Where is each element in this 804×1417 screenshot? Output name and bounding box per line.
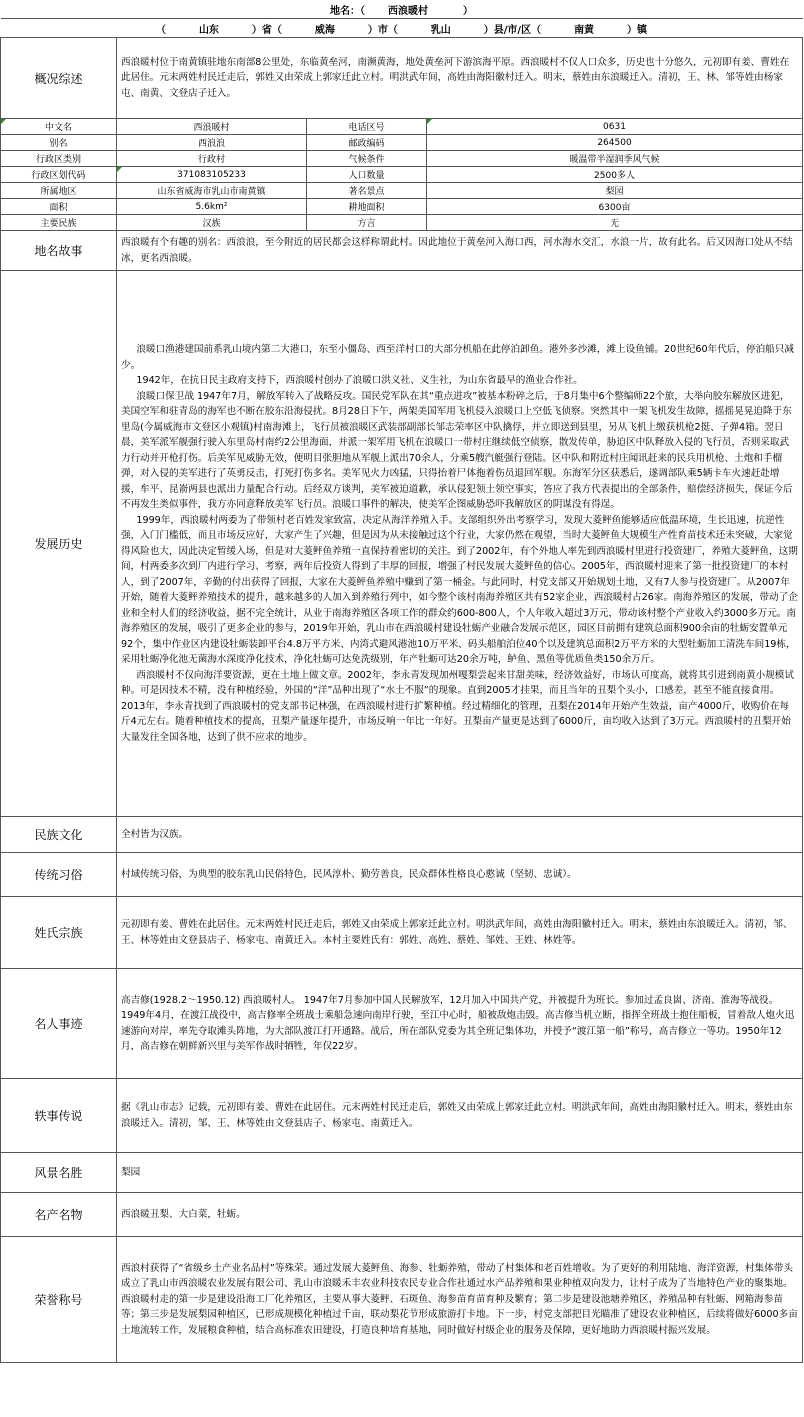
location-line: （ 山东 ）省（ 威海 ）市（ 乳山 ）县/市/区（ 南黄 ）镇: [1, 19, 803, 38]
province-value: 山东: [198, 24, 219, 36]
info-value: 5.6km²: [117, 199, 307, 215]
info-key: 面积: [1, 199, 117, 215]
info-key: 行政区划代码: [1, 167, 117, 183]
county-value: 乳山: [430, 24, 451, 36]
town-value: 南黄: [574, 24, 595, 36]
ethnic-text: 全村皆为汉族。: [117, 817, 803, 853]
info-key: 人口数量: [307, 167, 427, 183]
product-row: [1, 1193, 803, 1237]
info-row: [1, 167, 803, 183]
info-value: 0631: [427, 119, 803, 135]
info-value: 山东省威海市乳山市南黄镇: [117, 183, 307, 199]
product-text: 西浪暖丑梨、大白菜，牡蛎。: [117, 1193, 803, 1237]
history-paragraph: 浪暖口保卫战 1947年7月，解放军转入了战略反攻。国民党军队在其“重点进攻”被基本粉碎之后，于8月集中6个整编师22个旅，大举向胶东解放区进犯，美国空军和驻青岛的海军也不断在胶东沿海侵扰。8月28日下午，两架美国军用飞机侵入浪暖口上空低飞侦察。突然其中一架飞机发生故障，摇摇晃晃迫降于东里岛(今属威海市文登区小观镇)村南海滩上，飞行员被浪暖区武装部副部长邹志荣率区中队擒俘，并立即送到县里，另从飞机上缴获机枪2挺、子弹4箱。翌日晨，美军派军舰强行驶入东里岛村南约2公里海面，并派一架军用飞机在浪暖口一带村庄继续低空侦察，散发传单，胁迫区中队释放入侵的飞行员，否则采取武力行动并开枪打伤。后美军见威胁无效，便明目张胆地从军舰上派出70余人，分乘5艘汽艇强行登陆。区中队和附近村庄闻讯赶来的民兵用机枪、土炮和手榴弹，对入侵的美军进行了英勇反击，打死打伤多名。美军见火力凶猛，只得抬着尸体拖着伤员退回军舰。东海军分区获悉后，遂调部队乘5辆卡车火速赶赴增援，牟平、昆嵛两县也派出力量配合行动。后经双方谈判，美军被迫道歉，承认侵犯领土领空事实，答应了我方代表提出的全部条件，赔偿经济损失，保证今后不再发生类似事件，我方亦同意释放美军飞行员。浪暖口事件的解决，使美军企图威胁恐吓我解放区的阴谋没有得逞。: [121, 390, 793, 510]
info-key: 行政区类别: [1, 151, 117, 167]
info-value: 行政村: [117, 151, 307, 167]
info-key: 气候条件: [307, 151, 427, 167]
custom-text: 村域传统习俗，为典型的胶东乳山民俗特色，民风淳朴、勤劳善良，民众群体性格良心憨诚（坚韧、忠诚）。: [117, 853, 803, 897]
info-value: 汉族: [117, 215, 307, 231]
city-label: ）市（: [367, 24, 398, 36]
scenic-label: 风景名胜: [1, 1153, 117, 1193]
info-row: [1, 215, 803, 231]
history-paragraph: 浪暖口渔港建国前系乳山境内第二大港口，东至小僵岛、西至洋村口的大部分机船在此停泊卸鱼。港外多沙滩，滩上设鱼铺。20世纪60年代后，停泊船只减少。: [121, 344, 794, 371]
info-row: [1, 119, 803, 135]
honor-row: [1, 1237, 803, 1363]
county-label: ）县/市/区（: [483, 24, 542, 36]
info-key: 方言: [307, 215, 427, 231]
title-row: [1, 0, 803, 19]
city-value: 威海: [314, 24, 335, 36]
overview-label: 概况综述: [1, 38, 117, 119]
anecdote-row: [1, 1079, 803, 1153]
custom-row: [1, 853, 803, 897]
info-row: [1, 151, 803, 167]
history-label: 发展历史: [1, 271, 117, 817]
story-row: [1, 231, 803, 271]
story-text: 西浪暖有个有趣的别名：西浪浪，至今附近的居民都会这样称谓此村。因此地位于黄垒河入海口西，河水海水交汇，水浪一片，故有此名。后又因海口处从不结冰，更名西浪暖。: [117, 231, 803, 271]
scenic-row: [1, 1153, 803, 1193]
story-label: 地名故事: [1, 231, 117, 271]
info-value: 无: [427, 215, 803, 231]
title-prefix: 地名：（: [330, 5, 366, 17]
honor-label: 荣誉称号: [1, 1237, 117, 1363]
ethnic-label: 民族文化: [1, 817, 117, 853]
info-row: [1, 135, 803, 151]
product-label: 名产名物: [1, 1193, 117, 1237]
people-text: 高吉修(1928.2～1950.12) 西浪暖村人。 1947年7月参加中国人民解放军，12月加入中国共产党，并被提升为班长。参加过孟良崮、济南、淮海等战役。1949年4月，在渡江战役中，高吉修率全班战士乘船急速向南岸行驶，至江中心时，船被敌炮击毁。高吉修当机立断，指挥全班战士抱住船板，冒着敌人炮火迅速游向对岸，率先夺取滩头阵地，为大部队渡江打开通路。战后，所在部队党委为其全班记集体功，并授予“渡江第一船”称号，高吉修立一等功。1950年12月，高吉修在朝鲜新兴里与美军作战时牺牲，年仅22岁。: [117, 969, 803, 1079]
info-value: 西浪浪: [117, 135, 307, 151]
honor-text: 西浪村获得了“省级乡土产业名品村”等殊荣。通过发展大菱鲆鱼、海参、牡蛎养殖，带动了村集体和老百姓增收。为了更好的利用陆地、海洋资源，村集体带头成立了乳山市西浪暖农业发展有限公司、乳山市浪暖禾丰农业科技农民专业合作社通过水产品养殖和果业种植双向发力，让村子成为了当地特色产业的聚集地。西浪暖村走的第一步是建设沿海工厂化养殖区，主要从事大菱鲆、石斑鱼、海参苗育苗育种及繁育；第二步是建设池塘养殖区，养殖品种有牡蛎、网箱海参苗等；第三步是发展梨园种植区，已形成规模化种植过千亩，联动梨花节形成旅游打卡地。下一步，村党支部把目光瞄准了建设农业种植区，后续将做好6000多亩土地流转工作，发展粮食种植，结合高标准农田建设，打造良种培育基地，同时做好村级企业的服务及保障，更好地助力西浪暖村振兴发展。: [117, 1237, 803, 1363]
scenic-text: 梨园: [117, 1153, 803, 1193]
surname-row: [1, 897, 803, 969]
history-paragraph: 西浪暖村不仅向海洋要资源，更在土地上做文章。2002年，李永青发现加州嘎梨尝起来甘甜美味，经济效益好，市场认可度高，就将其引进到南黄小规模试种。可是因技术不精，没有种植经验，外国的“洋”品种出现了“水土不服”的现象。直到2005才挂果，而且当年的丑梨个头小，口感差，甚至不能直接食用。2013年，李永青找到了西浪暖村的党支部书记林强，在西浪暖村进行扩繁种植。经过精细化的管理，丑梨在2014年开始产生效益，亩产4000斤，收购价在每斤4元左右。随着种植技术的提高，丑梨产量逐年提升，市场反响一年比一年好。丑梨亩产量更是达到了6000斤，亩均收入达到了3万元。西浪暖村的丑梨开始大量发往全国各地，达到了供不应求的地步。: [121, 669, 794, 743]
info-value: 2500多人: [427, 167, 803, 183]
info-row: [1, 199, 803, 215]
province-label: ）省（: [251, 24, 282, 36]
town-label: ）镇: [627, 24, 648, 36]
location-row: [1, 19, 803, 38]
info-value: 371083105233: [117, 167, 307, 183]
custom-label: 传统习俗: [1, 853, 117, 897]
history-paragraph: 1942年，在抗日民主政府支持下，西浪暖村创办了浪暖口洪义社、义生社，为山东省最早的渔业合作社。: [136, 375, 583, 386]
history-row: [1, 271, 803, 817]
people-row: [1, 969, 803, 1079]
village-name: 西浪暖村: [388, 5, 428, 17]
ethnic-row: [1, 817, 803, 853]
info-key: 所属地区: [1, 183, 117, 199]
overview-row: [1, 38, 803, 119]
history-paragraph: 1999年，西浪暖村两委为了带领村老百姓发家致富，决定从海洋养殖入手。支部组织外出考察学习，发现大菱鲆鱼能够适应低温环境，生长迅速，抗逆性强，入门门槛低，而且市场反应好，大家产生了兴趣，但是因为从未接触过这个行业，大家仍然在观望，当时大菱鲆鱼大规模生产性育苗技术还未突破，大家觉得风险也大，因此决定暂缓入场，但是对大菱鲆鱼养殖一直保持着密切的关注。到了2002年，有个外地人率先到西浪暖村里进行投资建厂，养殖大菱鲆鱼，这期间，村两委多次到厂内进行学习、考察，两年后投资人得到了丰厚的回报，增强了村民发展大菱鲆鱼的信心。2005年，西浪暖村迎来了第一批投资建厂的本村人，到了2007年，辛勤的付出获得了回报，大家在大菱鲆鱼养殖中赚到了第一桶金。与此同时，村党支部又开始规划土地，又有7人参与投资建厂。从2007年开始，随着大菱鲆养殖技术的提升，越来越多的人加入到养殖行列中，如今整个该村南海养殖区共有52家企业，西浪暖村占26家。南海养殖区的发展，带动了企业和全村人们的经济收益，据不完全统计，从业于南海养殖区各项工作的群众约600-800人，个人年收入超过3万元，带动该村整个产业收入约3000多万元。南海养殖区的发展，吸引了更多企业的参与，2019年开始，乳山市在西浪暖村建设牡蛎产业融合发展示范区，园区目前拥有建筑总面积900余亩的牡蛎安置单元92个，集中作业区内建设牡蛎装卸平台4.8万平方米、内湾式避风港池10万平米、码头船舶泊位40个以及建筑总面积2万平方米的大型牡蛎加工清洗车间19栋，采用牡蛎净化池无菌海水深度净化技术，净化牡蛎可达免洗级别，年产牡蛎可达20余万吨，鲈鱼、黑鱼等优质鱼类150余万斤。: [121, 514, 798, 665]
page-title: [1, 0, 803, 19]
people-label: 名人事迹: [1, 969, 117, 1079]
info-key: 邮政编码: [307, 135, 427, 151]
info-key: 著名景点: [307, 183, 427, 199]
info-key: 中文名: [1, 119, 117, 135]
info-value: 梨园: [427, 183, 803, 199]
info-value: 264500: [427, 135, 803, 151]
info-value: 暖温带半湿润季风气候: [427, 151, 803, 167]
info-key: 耕地面积: [307, 199, 427, 215]
info-key: 别名: [1, 135, 117, 151]
info-value: 6300亩: [427, 199, 803, 215]
anecdote-label: 轶事传说: [1, 1079, 117, 1153]
info-key: 电话区号: [307, 119, 427, 135]
anecdote-text: 据《乳山市志》记载，元初即有姜、曹姓在此居住。元末两姓村民迁走后，郭姓又由荣成上郭家迁此立村。明洪武年间，高姓由海阳徽村迁入。明末，蔡姓由东浪暖迁入。清初，邹、王、林等姓由文登县店子、杨家屯、南黄迁入。: [117, 1079, 803, 1153]
title-suffix: ）: [462, 5, 473, 17]
surname-text: 元初即有姜、曹姓在此居住。元末两姓村民迁走后，郭姓又由荣成上郭家迁此立村。明洪武年间，高姓由海阳徽村迁入。明末，蔡姓由东浪暖迁入。清初，邹、王、林等姓由文登县店子、杨家屯、南黄迁入。本村主要姓氏有：郭姓、高姓、蔡姓、邹姓、王姓、林姓等。: [117, 897, 803, 969]
info-value: 西浪暖村: [117, 119, 307, 135]
surname-label: 姓氏宗族: [1, 897, 117, 969]
history-text: [117, 271, 803, 817]
info-row: [1, 183, 803, 199]
overview-text: 西浪暖村位于南黄镇驻地东南部8公里处，东临黄垒河，南濒黄海，地处黄垒河下游滨海平原。西浪暖村不仅人口众多，历史也十分悠久，元初即有姜、曹姓在此居住。元末两姓村民迁走后，郭姓又由荣成上郭家迁此立村。明洪武年间，高姓由海阳徽村迁入。明末，蔡姓由东浪暖迁入。清初，王、林、邹等姓由杨家屯、南黄、文登店子迁入。: [117, 38, 803, 119]
info-key: 主要民族: [1, 215, 117, 231]
